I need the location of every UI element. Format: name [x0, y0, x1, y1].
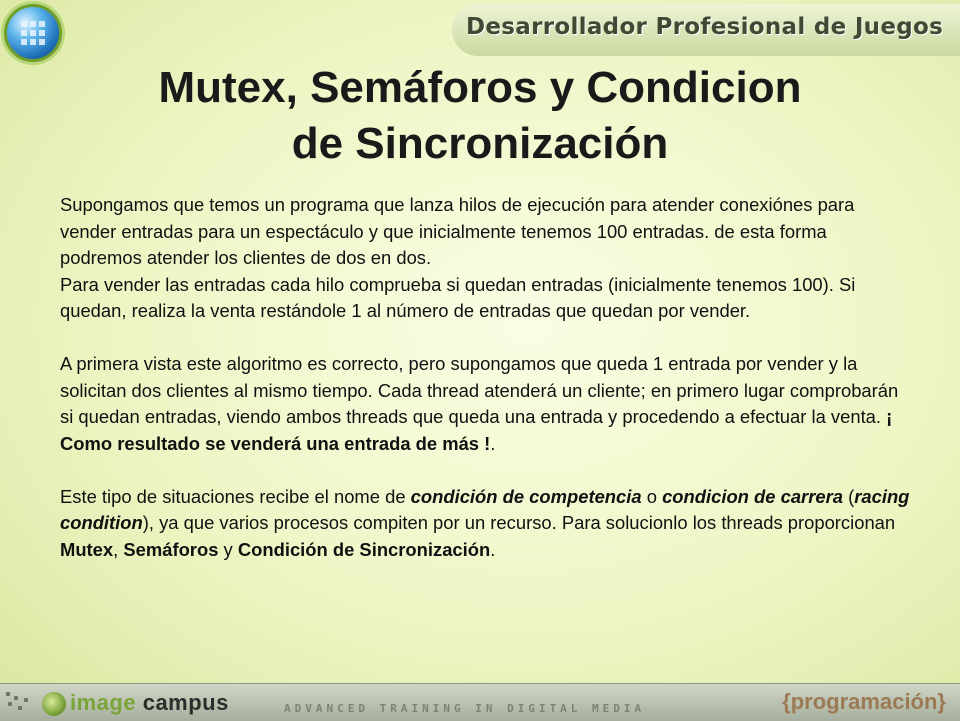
- paragraph-3-end: .: [490, 432, 496, 454]
- header-banner: [452, 4, 960, 56]
- paragraph-4-text-f: y: [218, 538, 238, 560]
- paragraph-3-emphasis: ¡ Como resultado se venderá una entrada de más !: [60, 406, 893, 454]
- paragraph-4-text-d: ), ya que varios procesos compiten por un recurso. Para solucionlo los threads proporcionan: [142, 512, 896, 533]
- footer-brand: [70, 690, 229, 716]
- paragraph-4: [60, 484, 910, 564]
- paragraph-4-text-b: o: [641, 485, 663, 507]
- paragraph-4-text-e: ,: [113, 538, 124, 560]
- paragraph-4-text-c: (: [842, 485, 855, 507]
- paragraph-3-text: A primera vista este algoritmo es correcto, pero supongamos que queda 1 entrada por vender y la solicitan dos clientes al mismo tiempo. Cada thread atenderá un cliente; en primero lugar comprobarán si quedan entradas, viendo ambos threads que queda una entrada y procedendo a efectuar la venta.: [60, 353, 899, 427]
- paragraph-4-text-a: Este tipo de situaciones recibe el nome de: [60, 485, 411, 507]
- footer-brand-a: image: [70, 690, 137, 715]
- footer-section-label: {programación}: [782, 689, 946, 714]
- page-title-line2: de Sincronización: [291, 119, 669, 168]
- footer-tagline: ADVANCED TRAINING IN DIGITAL MEDIA: [284, 702, 646, 715]
- image-campus-logo-icon: [42, 692, 66, 716]
- term-condicion-sincronizacion: Condición de Sincronización: [237, 538, 491, 560]
- dots-icon: [6, 692, 32, 714]
- paragraph-2: Para vender las entradas cada hilo comprueba si quedan entradas (inicialmente tenemos 100). Si quedan, realiza la venta restándole 1 al número de entradas que quedan por vender.: [60, 273, 856, 321]
- term-racing-condition: racing condition: [60, 485, 910, 533]
- paragraph-3: [60, 351, 910, 457]
- page-title: [40, 60, 920, 172]
- term-semaforos: Semáforos: [123, 538, 219, 560]
- footer-brand-b: campus: [136, 690, 229, 715]
- header-banner-text: Desarrollador Profesional de Juegos: [466, 14, 944, 40]
- term-condicion-competencia: condición de competencia: [410, 485, 642, 507]
- footer-bar: [0, 683, 960, 721]
- page-title-line1: Mutex, Semáforos y Condicion: [158, 63, 802, 112]
- term-condicion-carrera: condicion de carrera: [662, 485, 843, 507]
- term-mutex: Mutex: [60, 538, 114, 560]
- paragraph-4-text-g: .: [490, 538, 496, 560]
- logo-globe-icon: [4, 4, 62, 62]
- body-text: [60, 192, 910, 563]
- grid-icon: [17, 17, 49, 49]
- paragraph-1: Supongamos que temos un programa que lanza hilos de ejecución para atender conexiónes para vender entradas para un espectáculo y que inicialmente tenemos 100 entradas. de esta forma podremos atender los clientes de dos en dos.: [60, 194, 855, 268]
